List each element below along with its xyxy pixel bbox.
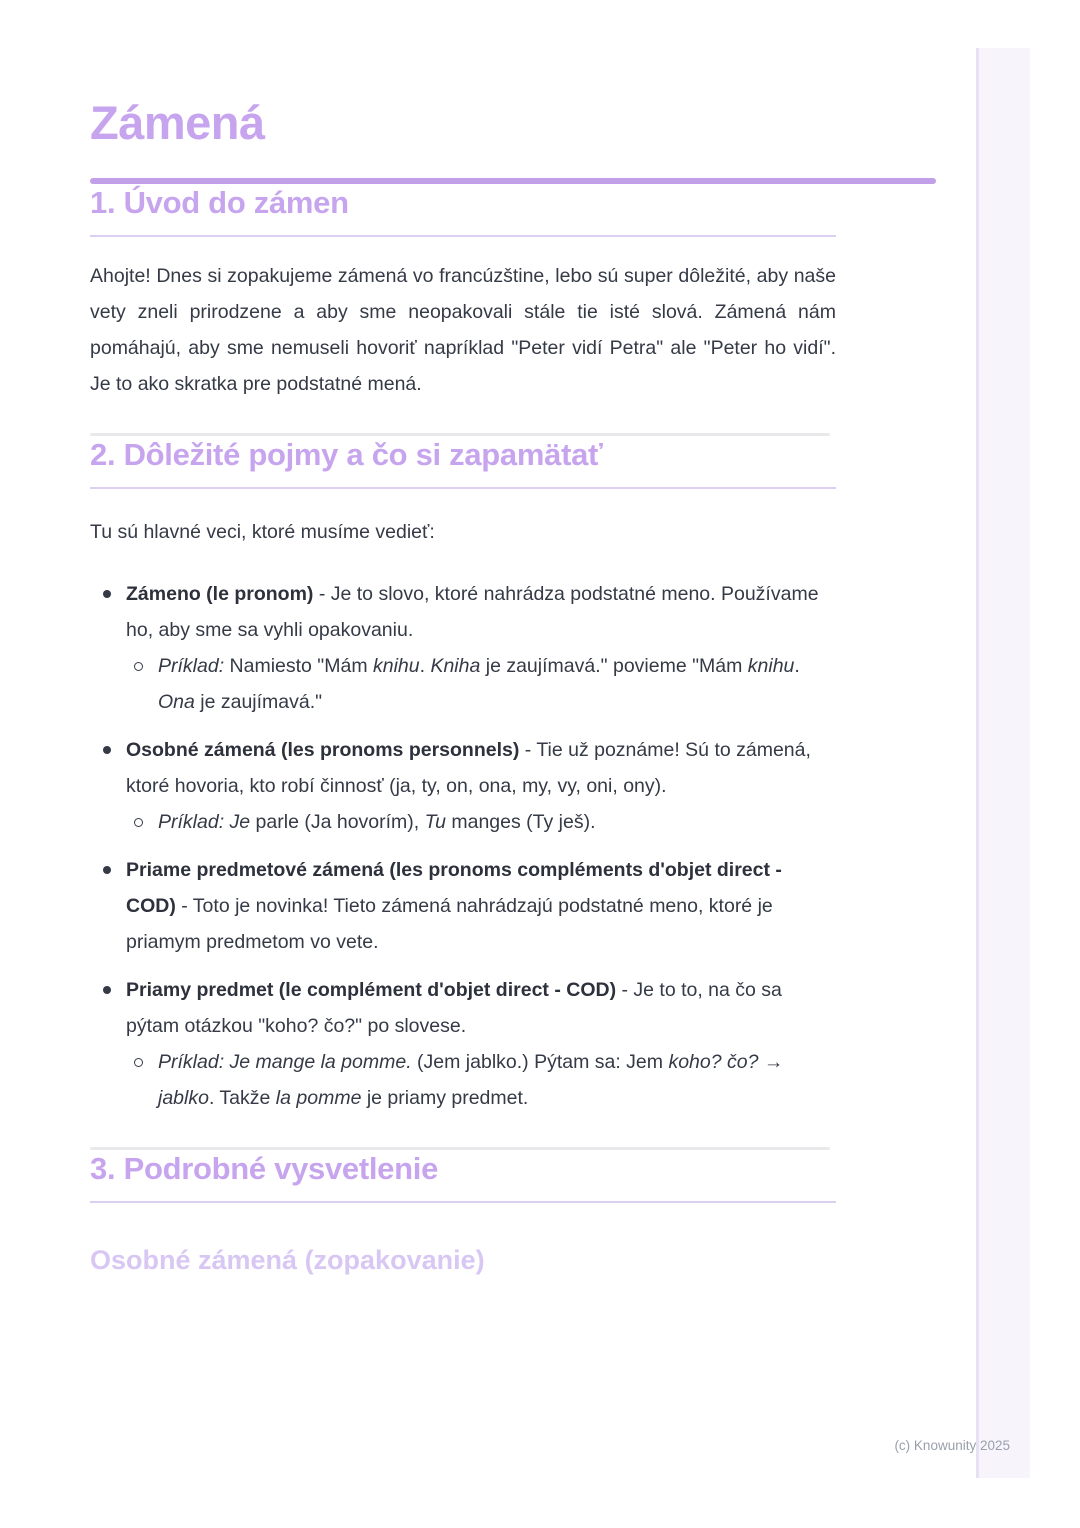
section-3: [90, 1150, 936, 1277]
circle-bullet-icon: [134, 1058, 143, 1067]
section-3-underline: [90, 1201, 836, 1203]
list-item-text: Osobné zámená (les pronoms personnels) - Tie už poznáme! Sú to zámená, ktoré hovoria, kto robí činnosť (ja, ty, on, ona, my, vy, oni, ony).: [126, 739, 811, 797]
section-2-underline: [90, 487, 836, 489]
bullet-icon: [103, 866, 111, 874]
list-item-text: Zámeno (le pronom) - Je to slovo, ktoré nahrádza podstatné meno. Používame ho, aby sme sa vyhli opakovaniu.: [126, 583, 819, 641]
list-item: [90, 852, 836, 960]
circle-bullet-icon: [134, 662, 143, 671]
section-2: [90, 436, 936, 1150]
list-item: [90, 972, 836, 1116]
circle-bullet-icon: [134, 818, 143, 827]
sub-list-item: [126, 804, 836, 840]
subsection-heading: Osobné zámená (zopakovanie): [90, 1245, 485, 1275]
section-2-intro: Tu sú hlavné veci, ktoré musíme vedieť:: [90, 521, 435, 543]
sub-list: [126, 804, 836, 840]
sub-list-item: [126, 648, 836, 720]
sub-list-item-text: Príklad: Namiesto "Mám knihu. Kniha je zaujímavá." povieme "Mám knihu. Ona je zaujímavá.": [158, 655, 800, 713]
sub-list-item-text: Príklad: Je mange la pomme. (Jem jablko.) Pýtam sa: Jem koho? čo? → jablko. Takže la pomme je priamy predmet.: [158, 1051, 784, 1109]
section-1: [90, 184, 936, 436]
page-margin-stripe: [976, 48, 1030, 1478]
bullet-icon: [103, 746, 111, 754]
intro-paragraph: Ahojte! Dnes si zopakujeme zámená vo francúzštine, lebo sú super dôležité, aby naše vety zneli prirodzene a aby sme neopakovali stále tie isté slová. Zámená nám pomáhajú, aby sme nemuseli hovoriť napríklad "Peter vidí Petra" ale "Peter ho vidí". Je to ako skratka pre podstatné mená.: [90, 265, 836, 395]
sub-list-item: [126, 1044, 836, 1116]
section-1-underline: [90, 235, 836, 237]
page-content: [90, 0, 936, 1277]
list-item: [90, 576, 836, 720]
bullet-icon: [103, 986, 111, 994]
list-item-text: Priame predmetové zámená (les pronoms compléments d'objet direct - COD) - Toto je novinka! Tieto zámená nahrádzajú podstatné meno, ktoré je priamym predmetom vo vete.: [126, 859, 782, 953]
sub-list-item-text: Príklad: Je parle (Ja hovorím), Tu manges (Ty ješ).: [158, 811, 596, 833]
concepts-list: [90, 576, 836, 1116]
list-item: [90, 732, 836, 840]
bullet-icon: [103, 590, 111, 598]
section-3-heading: 3. Podrobné vysvetlenie: [90, 1151, 439, 1186]
section-2-heading: 2. Dôležité pojmy a čo si zapamätať: [90, 437, 603, 472]
page-title: Zámená: [90, 96, 265, 149]
sub-list: [126, 1044, 836, 1116]
list-item-text: Priamy predmet (le complément d'objet direct - COD) - Je to to, na čo sa pýtam otázkou "koho? čo?" po slovese.: [126, 979, 782, 1037]
copyright-footer: (c) Knowunity 2025: [894, 1438, 1010, 1453]
sub-list: [126, 648, 836, 720]
section-1-heading: 1. Úvod do zámen: [90, 185, 349, 220]
